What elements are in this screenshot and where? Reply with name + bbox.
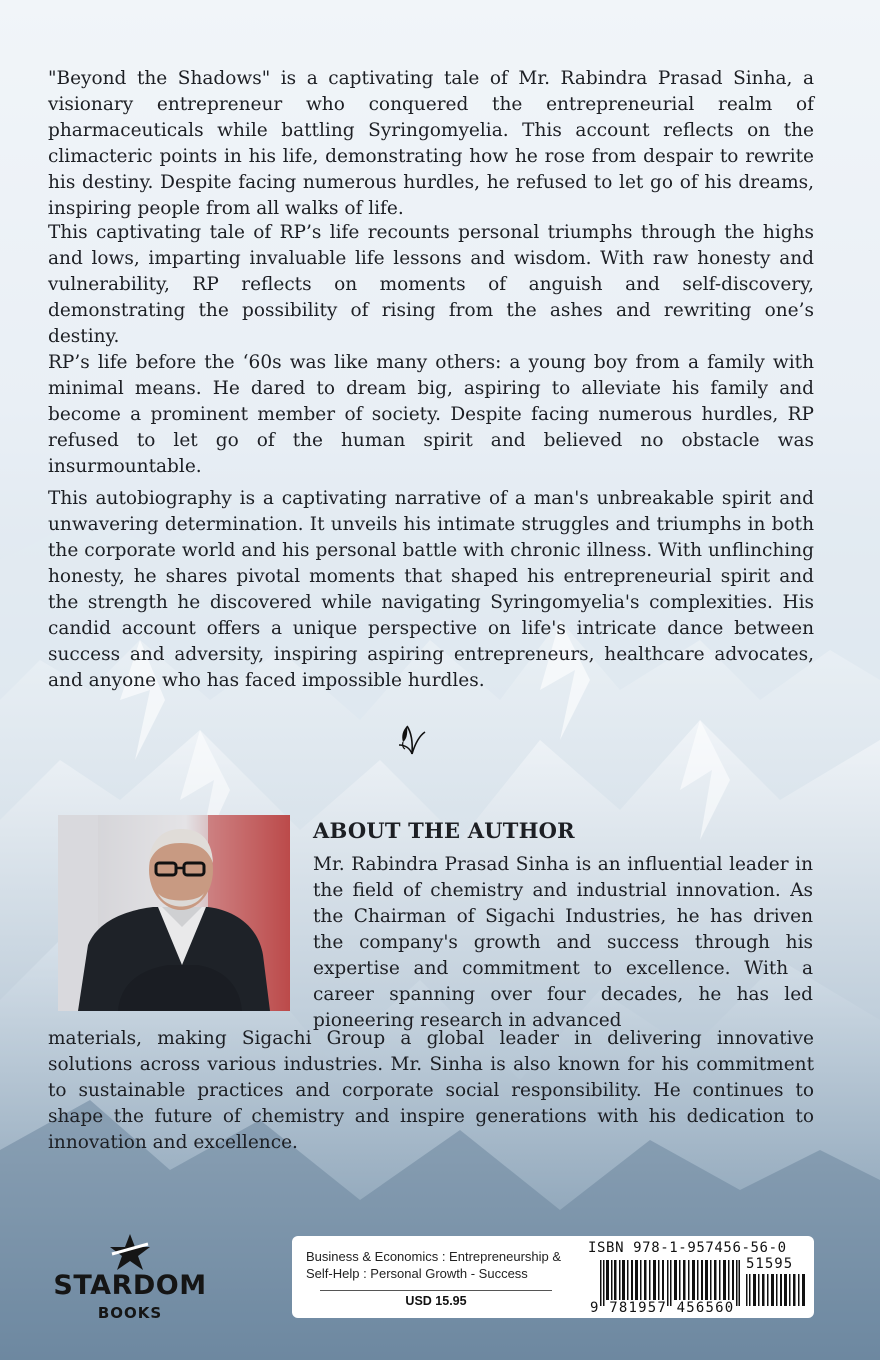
author-bio-part-1: Mr. Rabindra Prasad Sinha is an influential leader in the field of chemistry and industrial innovation. As the Chairman of Sigachi Industries, he has driven the company's growth and success through his expertise and commitment to excellence. With a career spanning over four decades, he has led pioneering research in advanced (313, 854, 813, 1031)
price-barcode (746, 1274, 806, 1306)
author-photo (58, 815, 290, 1011)
isbn-number: ISBN 978-1-957456-56-0 (588, 1240, 787, 1256)
star-icon (106, 1232, 154, 1272)
price-code: 51595 (746, 1256, 794, 1272)
description-paragraph-4: This autobiography is a captivating narrative of a man's unbreakable spirit and unwavering determination. It unveils his intimate struggles and triumphs in both the corporate world and his personal battle with chronic illness. With unflinching honesty, he shares pivotal moments that shaped his entrepreneurial spirit and the strength he discovered while navigating Syringomyelia's complexities. His candid account offers a unique perspective on life's intricate dance between success and adversity, inspiring aspiring entrepreneurs, healthcare advocates, and anyone who has faced impossible hurdles. (48, 488, 814, 691)
price-divider (320, 1290, 552, 1291)
about-author-heading: ABOUT THE AUTHOR (313, 818, 575, 843)
publisher-name: STARDOM (53, 1270, 207, 1301)
snowdrop-flower-icon (393, 720, 429, 760)
publisher-logo (44, 1232, 216, 1328)
description-paragraph-2: This captivating tale of RP’s life recounts personal triumphs through the highs and lows, imparting invaluable life lessons and wisdom. With raw honesty and vulnerability, RP reflects on moments of anguish and self-discovery, demonstrating the possibility of rising from the ashes and rewriting one’s destiny. (48, 222, 814, 347)
publisher-subname: BOOKS (97, 1304, 163, 1322)
book-price: USD 15.95 (405, 1294, 467, 1308)
description-paragraph-1: "Beyond the Shadows" is a captivating tale of Mr. Rabindra Prasad Sinha, a visionary entrepreneur who conquered the entrepreneurial realm of pharmaceuticals while battling Syringomyelia. This account reflects on the climacteric points in his life, demonstrating how he rose from despair to rewrite his destiny. Despite facing numerous hurdles, he refused to let go of his dreams, inspiring people from all walks of life. (48, 68, 814, 219)
barcode-digits: 9 781957 456560 (590, 1300, 735, 1316)
book-info-box (292, 1236, 814, 1318)
author-bio-part-2: materials, making Sigachi Group a global leader in delivering innovative solutions across various industries. Mr. Sinha is also known for his commitment to sustainable practices and corporate social responsibility. He continues to shape the future of chemistry and inspire generations with his dedication to innovation and excellence. (48, 1028, 814, 1153)
description-paragraph-3: RP’s life before the ‘60s was like many others: a young boy from a family with minimal means. He dared to dream big, aspiring to alleviate his family and become a prominent member of society. Despite facing numerous hurdles, RP refused to let go of the human spirit and believed no obstacle was insurmountable. (48, 352, 814, 477)
book-category: Business & Economics : Entrepreneurship & Self-Help : Personal Growth - Success (306, 1249, 562, 1281)
